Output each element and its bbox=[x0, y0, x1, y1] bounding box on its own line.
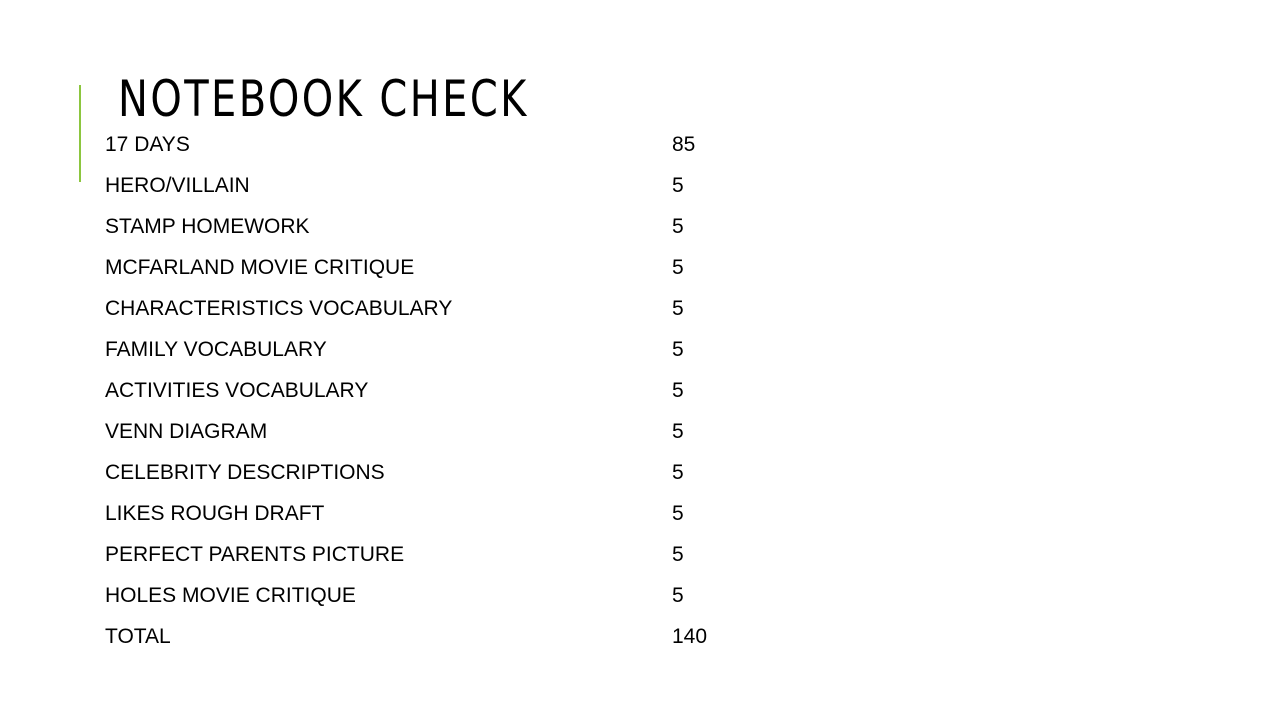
grade-row bbox=[105, 534, 745, 575]
item-points: 5 bbox=[672, 502, 684, 525]
item-points: 5 bbox=[672, 338, 684, 361]
item-points: 5 bbox=[672, 543, 684, 566]
item-points: 85 bbox=[672, 133, 696, 156]
item-name: HOLES MOVIE CRITIQUE bbox=[105, 584, 356, 607]
item-points: 5 bbox=[672, 174, 684, 197]
item-points: 5 bbox=[672, 256, 684, 279]
grade-row bbox=[105, 411, 745, 452]
grade-list bbox=[105, 124, 745, 657]
item-points: 5 bbox=[672, 584, 684, 607]
item-name: VENN DIAGRAM bbox=[105, 420, 268, 443]
item-name: STAMP HOMEWORK bbox=[105, 215, 310, 238]
item-points: 5 bbox=[672, 379, 684, 402]
item-name: CELEBRITY DESCRIPTIONS bbox=[105, 461, 385, 484]
grade-row bbox=[105, 124, 745, 165]
item-name: 17 DAYS bbox=[105, 133, 190, 156]
item-name: FAMILY VOCABULARY bbox=[105, 338, 327, 361]
item-points: 5 bbox=[672, 215, 684, 238]
grade-row bbox=[105, 575, 745, 616]
item-name: PERFECT PARENTS PICTURE bbox=[105, 543, 405, 566]
grade-row bbox=[105, 329, 745, 370]
item-name: ACTIVITIES VOCABULARY bbox=[105, 379, 369, 402]
item-name: CHARACTERISTICS VOCABULARY bbox=[105, 297, 453, 320]
item-name: HERO/VILLAIN bbox=[105, 174, 250, 197]
grade-row bbox=[105, 206, 745, 247]
grade-row bbox=[105, 288, 745, 329]
total-label: TOTAL bbox=[105, 625, 171, 648]
item-points: 5 bbox=[672, 297, 684, 320]
total-points: 140 bbox=[672, 625, 708, 648]
slide-title: NOTEBOOK CHECK bbox=[118, 70, 529, 128]
title-accent-bar bbox=[79, 85, 81, 182]
total-row bbox=[105, 616, 745, 657]
item-points: 5 bbox=[672, 420, 684, 443]
item-name: LIKES ROUGH DRAFT bbox=[105, 502, 325, 525]
grade-row bbox=[105, 493, 745, 534]
grade-row bbox=[105, 452, 745, 493]
item-points: 5 bbox=[672, 461, 684, 484]
item-name: MCFARLAND MOVIE CRITIQUE bbox=[105, 256, 415, 279]
grade-row bbox=[105, 247, 745, 288]
grade-row bbox=[105, 165, 745, 206]
grade-row bbox=[105, 370, 745, 411]
